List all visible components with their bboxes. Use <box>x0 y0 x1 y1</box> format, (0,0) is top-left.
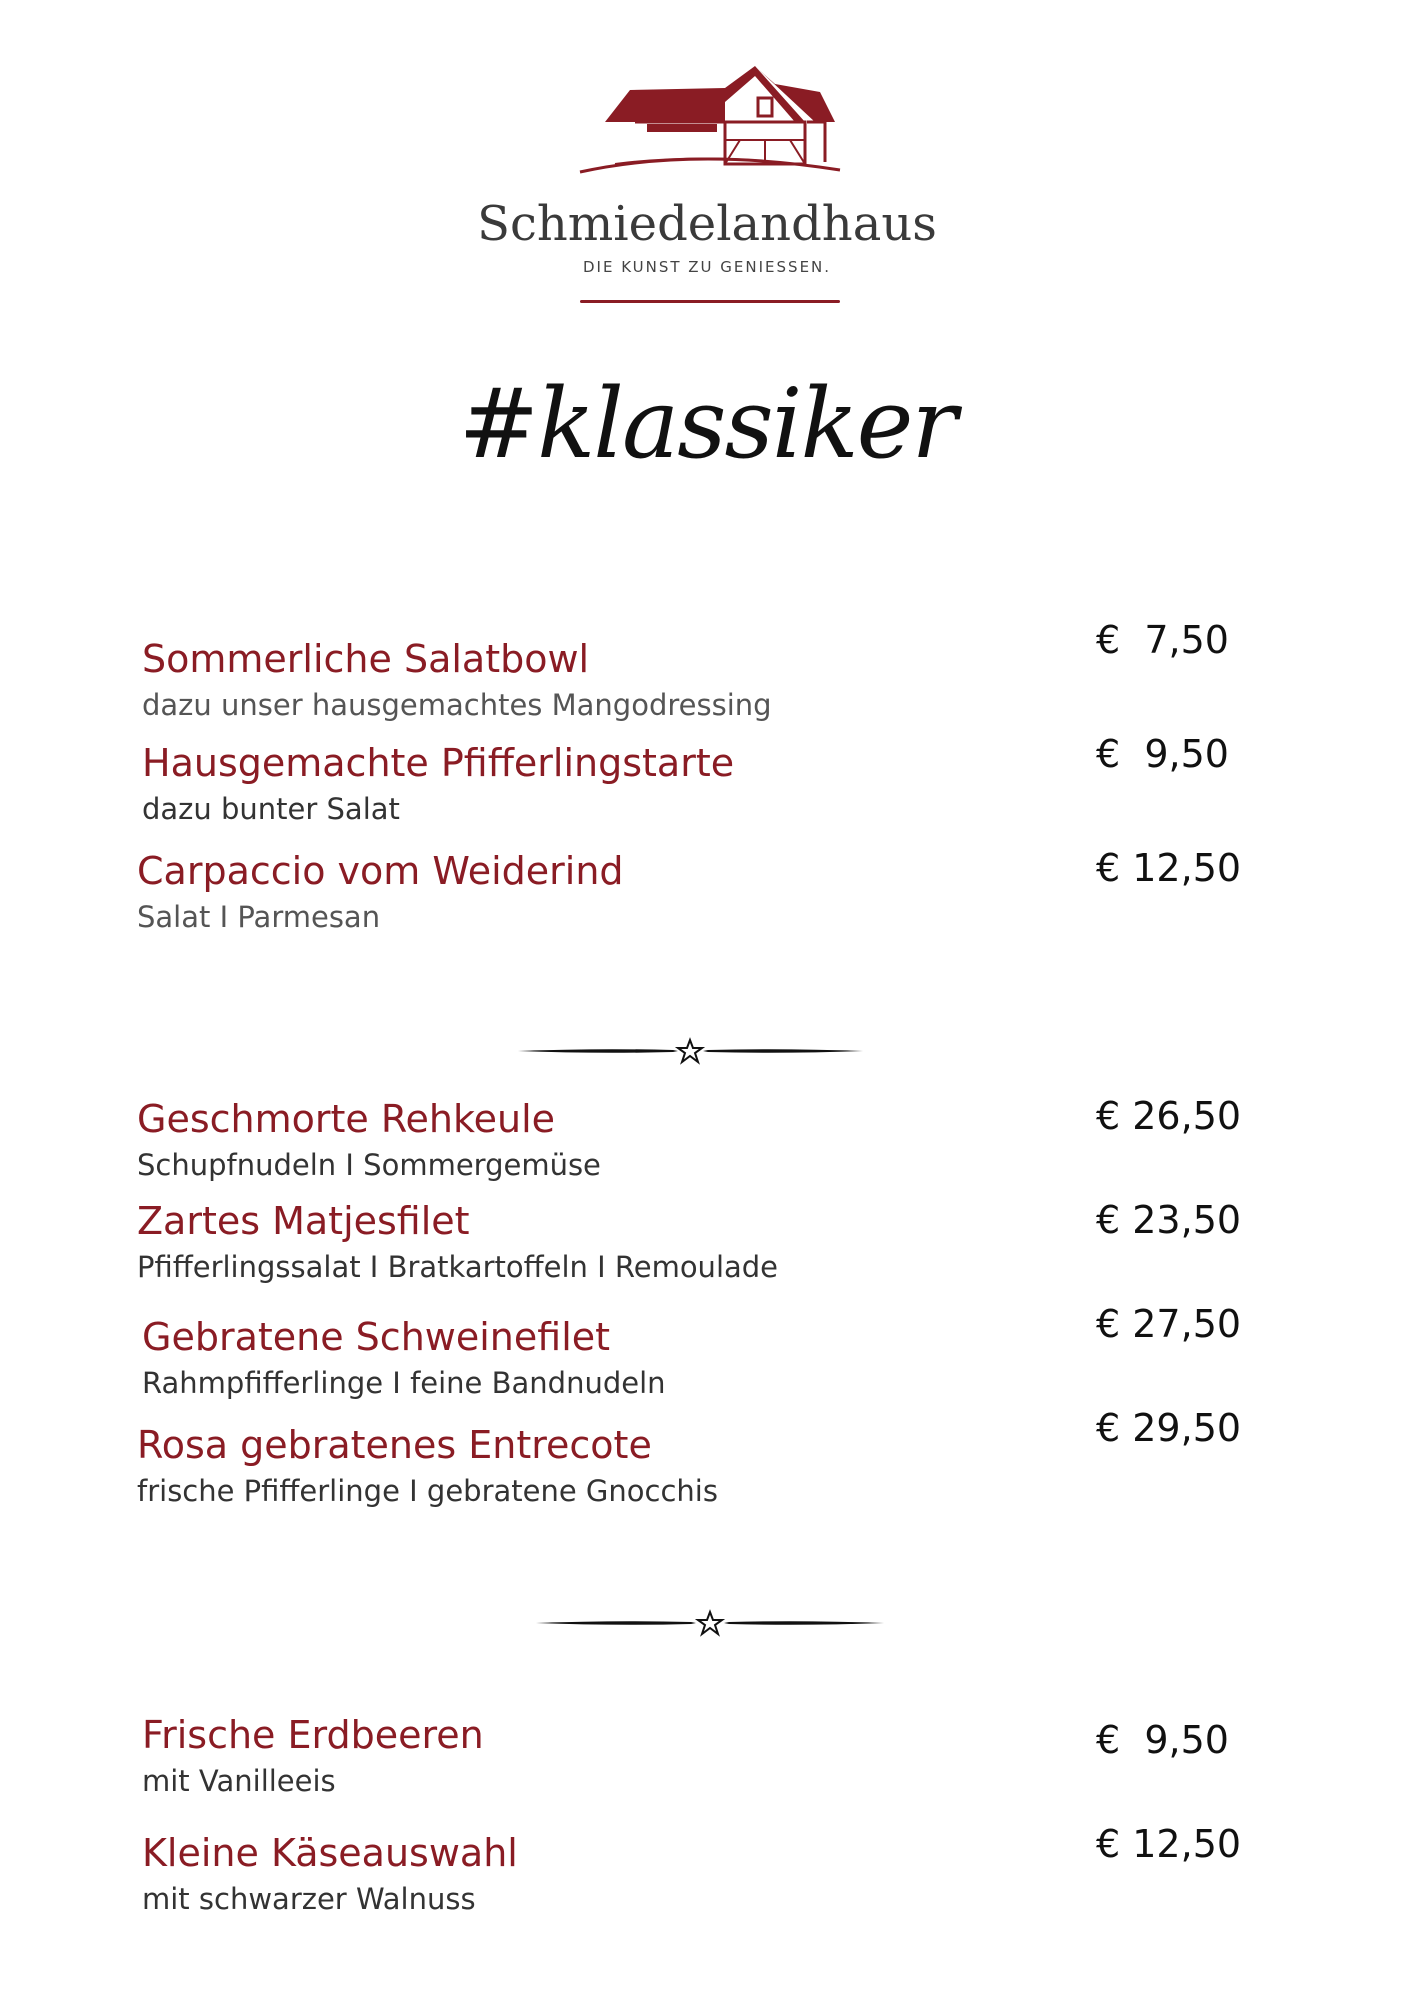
dish-description: Rahmpfifferlinge I feine Bandnudeln <box>142 1366 666 1400</box>
dish-description: dazu bunter Salat <box>142 792 400 826</box>
section-title: #klassiker <box>458 368 956 480</box>
dish-description: frische Pfifferlinge I gebratene Gnocchis <box>137 1474 718 1508</box>
brand-underline <box>580 300 840 303</box>
menu-item <box>142 740 734 828</box>
dish-name: Carpaccio vom Weiderind <box>137 849 624 893</box>
menu-item <box>137 848 624 936</box>
menu-item <box>142 636 772 724</box>
dish-description: mit schwarzer Walnuss <box>142 1882 476 1916</box>
dish-price: € 12,50 <box>1096 846 1242 890</box>
menu-item <box>137 1096 601 1184</box>
header <box>0 0 1414 320</box>
star-icon <box>678 1040 702 1062</box>
dish-name: Frische Erdbeeren <box>142 1713 484 1757</box>
menu-item <box>142 1712 484 1800</box>
ornament-divider <box>518 1036 863 1066</box>
menu-item <box>137 1198 778 1286</box>
menu-item <box>137 1422 718 1510</box>
dish-name: Geschmorte Rehkeule <box>137 1097 556 1141</box>
dish-name: Kleine Käseauswahl <box>142 1831 518 1875</box>
ornament-divider <box>536 1608 884 1638</box>
dish-description: Schupfnudeln I Sommergemüse <box>137 1148 601 1182</box>
dish-name: Rosa gebratenes Entrecote <box>137 1423 652 1467</box>
dish-name: Zartes Matjesfilet <box>137 1199 470 1243</box>
dish-price: € 29,50 <box>1096 1406 1242 1450</box>
dish-price: € 23,50 <box>1096 1198 1242 1242</box>
farmhouse-logo-icon <box>575 62 845 182</box>
dish-name: Hausgemachte Pfifferlingstarte <box>142 741 735 785</box>
menu-item <box>142 1314 666 1402</box>
dish-price: € 27,50 <box>1096 1302 1242 1346</box>
menu-item <box>142 1830 518 1918</box>
dish-name: Gebratene Schweinefilet <box>142 1315 611 1359</box>
dish-price: € 7,50 <box>1096 618 1229 662</box>
dish-name: Sommerliche Salatbowl <box>142 637 590 681</box>
dish-price: € 9,50 <box>1096 732 1229 776</box>
dish-price: € 12,50 <box>1096 1822 1242 1866</box>
dish-description: dazu unser hausgemachtes Mangodressing <box>142 688 772 722</box>
star-icon <box>698 1612 722 1634</box>
dish-price: € 26,50 <box>1096 1094 1242 1138</box>
dish-description: Pfifferlingssalat I Bratkartoffeln I Remoulade <box>137 1250 779 1284</box>
brand-tagline: DIE KUNST ZU GENIESSEN. <box>582 258 832 276</box>
dish-description: Salat I Parmesan <box>137 900 381 934</box>
dish-price: € 9,50 <box>1096 1718 1229 1762</box>
brand-name: Schmiedelandhaus <box>477 196 937 252</box>
dish-description: mit Vanilleeis <box>142 1764 336 1798</box>
